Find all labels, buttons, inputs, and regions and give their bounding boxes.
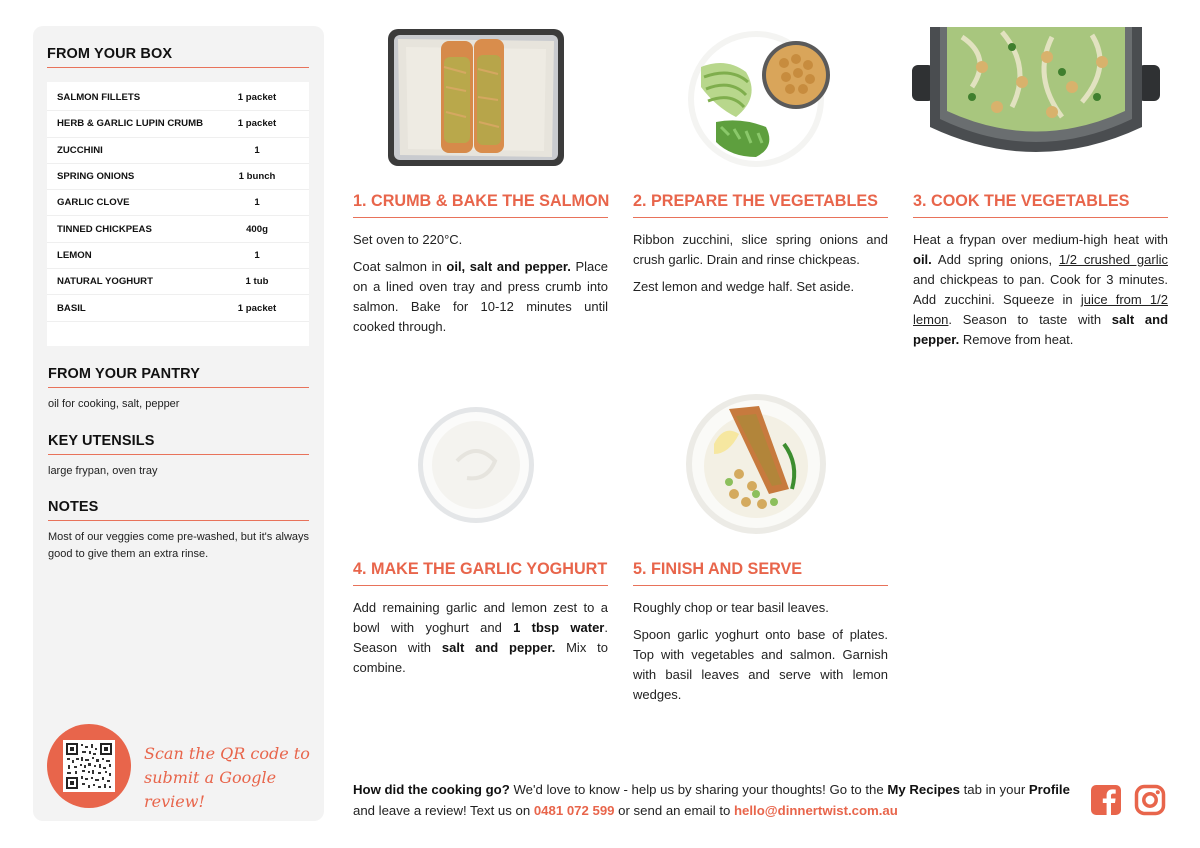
- step-3-body: [913, 230, 1168, 350]
- step-emphasis: salt and pepper.: [913, 312, 1169, 347]
- table-row: [47, 111, 309, 137]
- step-2-para-2: Zest lemon and wedge half. Set aside.: [633, 279, 855, 294]
- ingredient-name: BASIL: [57, 302, 86, 314]
- step-2-title: 2. PREPARE THE VEGETABLES: [633, 192, 888, 218]
- instagram-icon[interactable]: [1134, 784, 1166, 816]
- table-row: [47, 243, 309, 269]
- utensils-heading: KEY UTENSILS: [48, 433, 309, 455]
- salmon-tray-image: [386, 27, 566, 168]
- footer-text: tab in your: [959, 782, 1029, 797]
- email-link[interactable]: hello@dinnertwist.com.au: [734, 803, 898, 818]
- footer-profile: Profile: [1028, 782, 1070, 797]
- footer-question: How did the cooking go?: [353, 782, 510, 797]
- step-4: [353, 560, 608, 685]
- ingredient-qty: 1 tub: [245, 276, 269, 288]
- step-1-para-1: Set oven to 220°C.: [353, 232, 463, 247]
- ingredient-name: NATURAL YOGHURT: [57, 276, 153, 288]
- pantry-heading: FROM YOUR PANTRY: [48, 366, 309, 388]
- step-3-title: 3. COOK THE VEGETABLES: [913, 192, 1168, 218]
- finished-plate-image: [684, 394, 828, 534]
- ingredient-name: SPRING ONIONS: [57, 171, 135, 183]
- table-row: [47, 269, 309, 295]
- step-5-body: [633, 598, 888, 705]
- step-text: . Season to taste with: [948, 312, 1112, 327]
- from-your-box-heading: FROM YOUR BOX: [47, 46, 309, 68]
- step-underline: juice from 1/2 lemon: [913, 292, 1168, 327]
- footer-text: or send an email to: [614, 803, 734, 818]
- step-text: . Season with: [353, 620, 608, 655]
- step-1-para-2: [353, 257, 608, 337]
- vegetables-image: [686, 27, 832, 168]
- ingredients-table: [47, 82, 309, 346]
- step-5-title: 5. FINISH AND SERVE: [633, 560, 888, 586]
- ingredient-name: TINNED CHICKPEAS: [57, 223, 152, 235]
- footer-text: We'd love to know - help us by sharing your thoughts! Go to the: [509, 782, 888, 797]
- ingredient-name: HERB & GARLIC LUPIN CRUMB: [57, 118, 204, 130]
- utensils-text: large frypan, oven tray: [48, 465, 158, 477]
- step-emphasis: salt and pepper.: [441, 640, 556, 655]
- step-4-para-1: [353, 598, 608, 678]
- ingredient-qty: 1 packet: [237, 118, 277, 130]
- step-text: Remove from heat.: [959, 332, 1074, 347]
- qr-caption: Scan the QR code to submit a Google review!: [144, 744, 310, 811]
- step-3: [913, 192, 1168, 357]
- step-3-para-1: [913, 230, 1168, 350]
- table-row: [47, 295, 309, 321]
- step-emphasis: oil, salt and pepper.: [446, 259, 571, 274]
- notes-heading: NOTES: [48, 499, 309, 521]
- ingredient-qty: 1: [254, 197, 260, 209]
- from-your-box-section: [47, 46, 309, 346]
- notes-text: Most of our veggies come pre-washed, but it's always good to give them an extra rinse.: [48, 531, 309, 560]
- notes-section: [48, 499, 309, 563]
- step-text: Heat a frypan over medium-high heat with: [913, 232, 1168, 247]
- step-text: Place on a lined oven tray and press crumb into salmon. Bake for 10-12 minutes until cooked through.: [353, 259, 608, 334]
- phone-link[interactable]: 0481 072 599: [533, 803, 615, 818]
- step-5-para-1: Roughly chop or tear basil leaves.: [633, 600, 829, 615]
- step-5: [633, 560, 888, 712]
- pantry-section: [48, 366, 309, 413]
- step-2-para-1: Ribbon zucchini, slice spring onions and crush garlic. Drain and rinse chickpeas.: [633, 232, 888, 267]
- step-text: Coat salmon in: [353, 259, 447, 274]
- step-emphasis: 1 tbsp water: [513, 620, 605, 635]
- step-1-body: [353, 230, 608, 337]
- footer-myrecipes: My Recipes: [887, 782, 960, 797]
- pantry-text: oil for cooking, salt, pepper: [48, 398, 180, 410]
- footer-text: and leave a review! Text us on: [353, 803, 534, 818]
- sidebar: [33, 26, 324, 821]
- qr-badge[interactable]: [47, 724, 131, 808]
- step-5-para-2: Spoon garlic yoghurt onto base of plates. Top with vegetables and salmon. Garnish with basil leaves and serve with lemon wedges.: [633, 627, 888, 702]
- qr-code-icon[interactable]: [63, 740, 115, 792]
- ingredient-qty: 1 packet: [237, 92, 277, 104]
- ingredient-name: ZUCCHINI: [57, 144, 103, 156]
- review-footer: [353, 779, 1073, 821]
- step-text: Add spring onions,: [931, 252, 1059, 267]
- table-row: [47, 164, 309, 190]
- table-row: [47, 138, 309, 164]
- step-4-title: 4. MAKE THE GARLIC YOGHURT: [353, 560, 608, 586]
- ingredient-qty: 400g: [246, 223, 268, 235]
- step-2: [633, 192, 888, 304]
- step-2-body: [633, 230, 888, 297]
- ingredient-name: SALMON FILLETS: [57, 92, 141, 104]
- table-row: [47, 190, 309, 216]
- step-1-title: 1. CRUMB & BAKE THE SALMON: [353, 192, 608, 218]
- step-text: and chickpeas to pan. Cook for 3 minutes. Add zucchini. Squeeze in: [913, 272, 1168, 307]
- yoghurt-bowl-image: [417, 406, 535, 524]
- ingredient-qty: 1 packet: [237, 302, 277, 314]
- ingredient-name: LEMON: [57, 249, 92, 261]
- ingredient-qty: 1 bunch: [238, 171, 276, 183]
- ingredient-name: GARLIC CLOVE: [57, 197, 130, 209]
- step-text: Add remaining garlic and lemon zest to a bowl with yoghurt and: [353, 600, 608, 635]
- utensils-section: [48, 433, 309, 480]
- step-1: [353, 192, 608, 344]
- step-underline: 1/2 crushed garlic: [1058, 252, 1168, 267]
- frypan-image: [912, 27, 1160, 168]
- step-text: Mix to combine.: [353, 640, 608, 675]
- table-row: [47, 85, 309, 111]
- table-row: [47, 216, 309, 242]
- step-emphasis: oil.: [913, 252, 932, 267]
- step-4-body: [353, 598, 608, 678]
- facebook-icon[interactable]: [1090, 784, 1122, 816]
- ingredient-qty: 1: [254, 249, 260, 261]
- ingredient-qty: 1: [254, 144, 260, 156]
